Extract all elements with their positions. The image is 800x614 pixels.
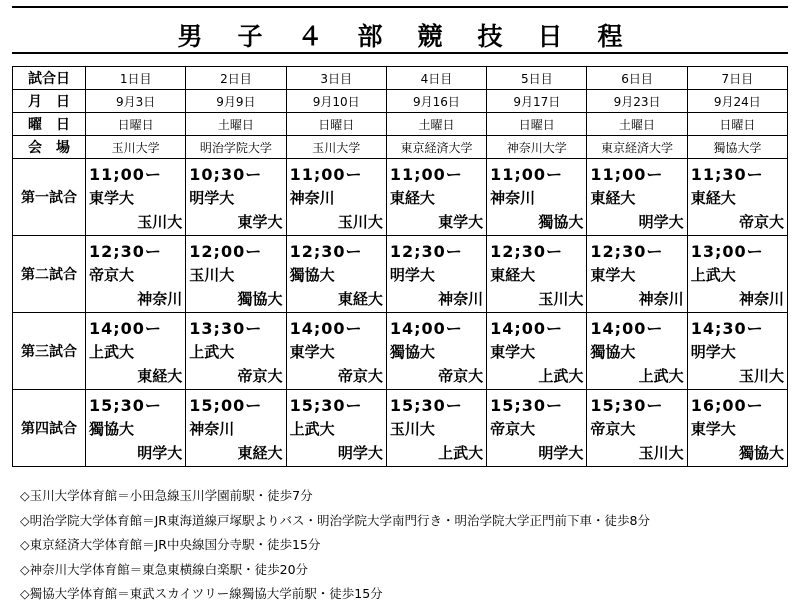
- match-cell: [186, 390, 286, 467]
- match-cell: [487, 313, 587, 390]
- away-team: 玉川大: [337, 213, 383, 231]
- home-team: 獨協大: [89, 420, 135, 438]
- day-date: 9月9日: [186, 90, 286, 113]
- game-row: [13, 236, 788, 313]
- day-label: 5日目: [487, 67, 587, 90]
- match-cell: [587, 159, 687, 236]
- match-time: 11;00ー: [289, 165, 363, 184]
- match-time: 10;30ー: [189, 165, 263, 184]
- home-team: 明学大: [189, 189, 235, 207]
- match-cell: [687, 159, 787, 236]
- match-time: 12;00ー: [189, 242, 263, 261]
- game-label: 第一試合: [13, 159, 86, 236]
- match-time: 11;00ー: [89, 165, 162, 184]
- match-cell: [487, 159, 587, 236]
- venue-note: ◇明治学院大学体育館＝JR東海道線戸塚駅よりバス・明治学院大学南門行き・明治学院大学正門前下車・徒歩8分: [20, 512, 650, 528]
- match-cell: [286, 313, 386, 390]
- away-team: 神奈川: [738, 290, 784, 308]
- date-row: [13, 90, 788, 113]
- away-team: 上武大: [438, 444, 484, 462]
- away-team: 帝京大: [438, 367, 484, 385]
- match-cell: [286, 390, 386, 467]
- game-label: 第四試合: [13, 390, 86, 467]
- day-date: 9月23日: [587, 90, 687, 113]
- day-weekday: 土曜日: [587, 113, 687, 136]
- match-time: 11;30ー: [690, 165, 764, 184]
- venue-note: ◇東京経済大学体育館＝JR中央線国分寺駅・徒歩15分: [20, 537, 321, 552]
- match-time: 15;30ー: [590, 396, 664, 415]
- day-venue: 明治学院大学: [186, 136, 286, 159]
- away-team: 玉川大: [137, 213, 183, 231]
- match-time: 12;30ー: [590, 242, 664, 261]
- match-time: 15;00ー: [189, 396, 263, 415]
- home-team: 獨協大: [289, 266, 335, 284]
- home-team: 明学大: [690, 343, 736, 361]
- match-cell: [286, 159, 386, 236]
- home-team: 帝京大: [89, 266, 135, 284]
- match-cell: [587, 236, 687, 313]
- title-banner: [12, 6, 788, 54]
- venue-notes: [20, 484, 650, 607]
- home-team: 玉川大: [189, 266, 235, 284]
- day-label: 7日目: [687, 67, 787, 90]
- away-team: 明学大: [337, 444, 383, 462]
- game-label: 第三試合: [13, 313, 86, 390]
- row-label-date: 月 日: [13, 90, 86, 113]
- venue-note: ◇獨協大学体育館＝東武スカイツリー線獨協大学前駅・徒歩15分: [20, 586, 383, 601]
- day-date: 9月10日: [286, 90, 386, 113]
- day-date: 9月24日: [687, 90, 787, 113]
- away-team: 獨協大: [538, 213, 584, 231]
- home-team: 上武大: [189, 343, 235, 361]
- match-cell: [687, 390, 787, 467]
- home-team: 神奈川: [289, 189, 335, 207]
- away-team: 東経大: [337, 290, 383, 308]
- home-team: 帝京大: [490, 420, 536, 438]
- home-team: 帝京大: [590, 420, 636, 438]
- page-title: 男子４部競技日程: [177, 22, 658, 51]
- match-cell: [587, 313, 687, 390]
- away-team: 明学大: [638, 213, 684, 231]
- day-venue: 獨協大学: [687, 136, 787, 159]
- match-time: 12;30ー: [490, 242, 564, 261]
- match-time: 14;00ー: [590, 319, 664, 338]
- day-label: 3日目: [286, 67, 386, 90]
- day-weekday: 日曜日: [687, 113, 787, 136]
- match-cell: [186, 159, 286, 236]
- away-team: 明学大: [538, 444, 584, 462]
- match-time: 13;30ー: [189, 319, 263, 338]
- day-weekday: 日曜日: [487, 113, 587, 136]
- match-cell: [386, 159, 486, 236]
- match-cell: [86, 236, 186, 313]
- day-label: 1日目: [86, 67, 186, 90]
- day-weekday: 土曜日: [386, 113, 486, 136]
- home-team: 明学大: [389, 266, 435, 284]
- away-team: 明学大: [137, 444, 183, 462]
- match-time: 12;30ー: [89, 242, 162, 261]
- venue-note: ◇神奈川大学体育館＝東急東横線白楽駅・徒歩20分: [20, 561, 309, 577]
- day-date: 9月16日: [386, 90, 486, 113]
- match-day-row: [13, 67, 788, 90]
- match-cell: [386, 236, 486, 313]
- day-venue: 玉川大学: [86, 136, 186, 159]
- match-time: 11;00ー: [490, 165, 564, 184]
- match-cell: [386, 390, 486, 467]
- match-cell: [687, 236, 787, 313]
- day-venue: 東京経済大学: [587, 136, 687, 159]
- game-row: [13, 313, 788, 390]
- home-team: 上武大: [89, 343, 135, 361]
- away-team: 獨協大: [237, 290, 283, 308]
- day-date: 9月3日: [86, 90, 186, 113]
- game-row: [13, 159, 788, 236]
- match-time: 12;30ー: [289, 242, 363, 261]
- match-time: 15;30ー: [89, 396, 162, 415]
- home-team: 東経大: [389, 189, 435, 207]
- match-time: 16;00ー: [690, 396, 764, 415]
- home-team: 東経大: [590, 189, 636, 207]
- game-row: [13, 390, 788, 467]
- match-cell: [186, 313, 286, 390]
- home-team: 神奈川: [490, 189, 536, 207]
- away-team: 上武大: [538, 367, 584, 385]
- row-label-weekday: 曜 日: [13, 113, 86, 136]
- home-team: 東学大: [89, 189, 135, 207]
- away-team: 東学大: [237, 213, 283, 231]
- match-time: 15;30ー: [389, 396, 463, 415]
- away-team: 東経大: [237, 444, 283, 462]
- day-label: 2日目: [186, 67, 286, 90]
- day-label: 6日目: [587, 67, 687, 90]
- match-time: 14;00ー: [89, 319, 162, 338]
- match-time: 11;00ー: [590, 165, 664, 184]
- away-team: 帝京大: [738, 213, 784, 231]
- day-venue: 神奈川大学: [487, 136, 587, 159]
- day-weekday: 日曜日: [286, 113, 386, 136]
- match-time: 14;00ー: [289, 319, 363, 338]
- away-team: 上武大: [638, 367, 684, 385]
- day-venue: 玉川大学: [286, 136, 386, 159]
- away-team: 玉川大: [638, 444, 684, 462]
- day-weekday: 日曜日: [86, 113, 186, 136]
- match-time: 15;30ー: [289, 396, 363, 415]
- match-cell: [687, 313, 787, 390]
- match-time: 14;00ー: [389, 319, 463, 338]
- match-time: 15;30ー: [490, 396, 564, 415]
- match-cell: [386, 313, 486, 390]
- away-team: 獨協大: [738, 444, 784, 462]
- away-team: 東学大: [438, 213, 484, 231]
- venue-note: ◇玉川大学体育館＝小田急線玉川学園前駅・徒歩7分: [20, 488, 313, 503]
- weekday-row: [13, 113, 788, 136]
- day-venue: 東京経済大学: [386, 136, 486, 159]
- game-label: 第二試合: [13, 236, 86, 313]
- match-cell: [286, 236, 386, 313]
- home-team: 東学大: [590, 266, 636, 284]
- home-team: 東学大: [289, 343, 335, 361]
- match-cell: [587, 390, 687, 467]
- away-team: 神奈川: [438, 290, 484, 308]
- day-date: 9月17日: [487, 90, 587, 113]
- match-time: 12;30ー: [389, 242, 463, 261]
- home-team: 玉川大: [389, 420, 435, 438]
- match-cell: [487, 390, 587, 467]
- home-team: 獨協大: [389, 343, 435, 361]
- home-team: 東学大: [490, 343, 536, 361]
- away-team: 玉川大: [738, 367, 784, 385]
- match-time: 14;00ー: [490, 319, 564, 338]
- day-label: 4日目: [386, 67, 486, 90]
- away-team: 東経大: [137, 367, 183, 385]
- home-team: 上武大: [690, 266, 736, 284]
- home-team: 東学大: [690, 420, 736, 438]
- match-time: 13;00ー: [690, 242, 764, 261]
- home-team: 獨協大: [590, 343, 636, 361]
- home-team: 東経大: [490, 266, 536, 284]
- match-cell: [86, 159, 186, 236]
- home-team: 東経大: [690, 189, 736, 207]
- row-label-venue: 会 場: [13, 136, 86, 159]
- venue-row: [13, 136, 788, 159]
- away-team: 玉川大: [538, 290, 584, 308]
- match-cell: [186, 236, 286, 313]
- match-time: 11;00ー: [389, 165, 463, 184]
- away-team: 帝京大: [237, 367, 283, 385]
- schedule-table: [12, 66, 788, 467]
- match-cell: [86, 313, 186, 390]
- home-team: 上武大: [289, 420, 335, 438]
- home-team: 神奈川: [189, 420, 235, 438]
- row-label-match-day: 試合日: [13, 67, 86, 90]
- match-cell: [86, 390, 186, 467]
- match-time: 14;30ー: [690, 319, 764, 338]
- away-team: 神奈川: [137, 290, 183, 308]
- away-team: 帝京大: [337, 367, 383, 385]
- away-team: 神奈川: [638, 290, 684, 308]
- day-weekday: 土曜日: [186, 113, 286, 136]
- match-cell: [487, 236, 587, 313]
